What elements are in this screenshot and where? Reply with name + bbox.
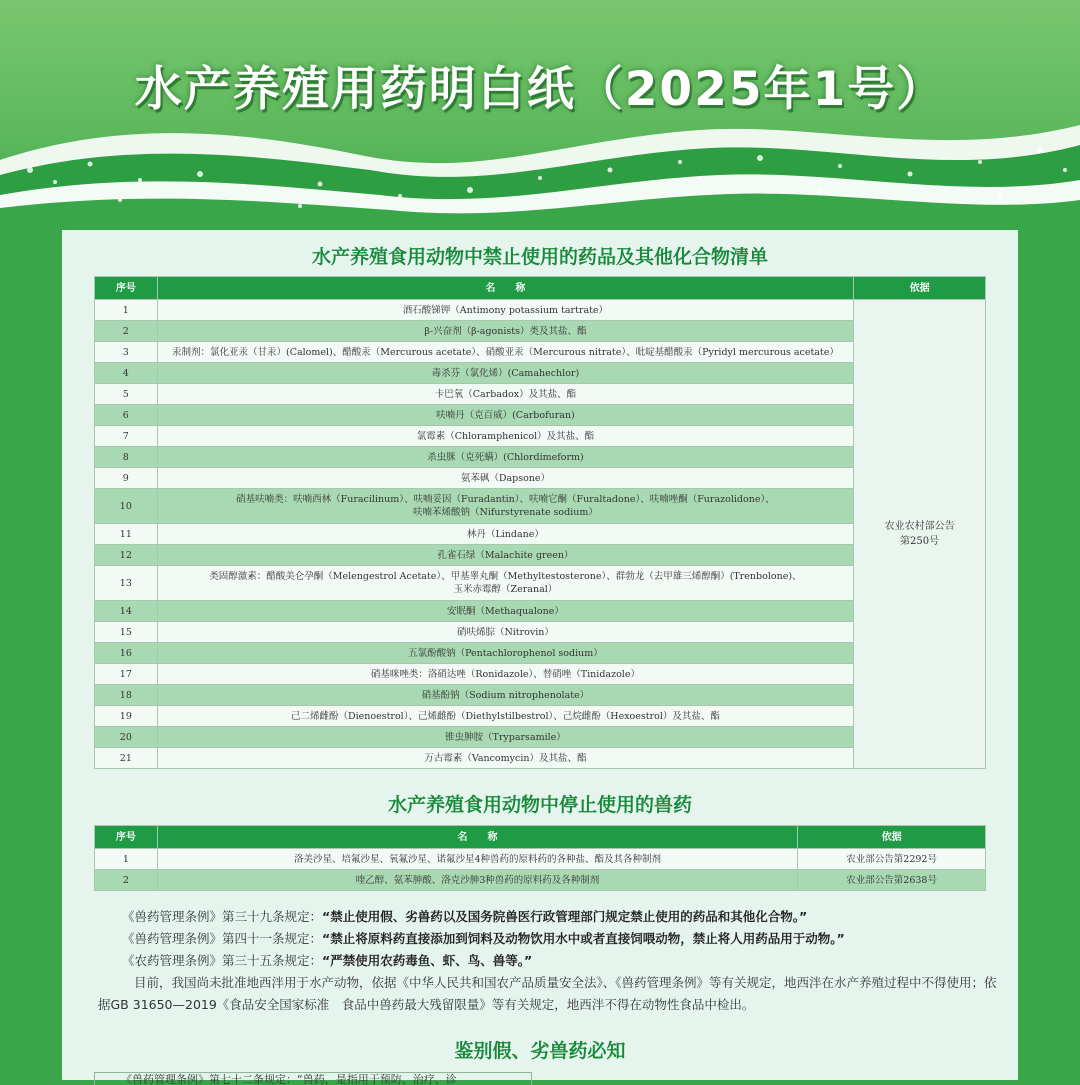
row-number: 5: [95, 384, 158, 405]
drug-name: 毒杀芬（氯化烯）(Camahechlor): [157, 363, 854, 384]
row-number: 20: [95, 727, 158, 748]
note-2-prefix: 《兽药管理条例》第四十一条规定：: [122, 931, 323, 946]
row-number: 9: [95, 468, 158, 489]
drug-name: 万古霉素（Vancomycin）及其盐、酯: [157, 748, 854, 769]
drug-name: β-兴奋剂（β-agonists）类及其盐、酯: [157, 321, 854, 342]
section3-partial-text: 《兽药管理条例》第七十二条规定：“兽药，是指用于预防、治疗、诊: [121, 1073, 457, 1085]
note-4: 目前，我国尚未批准地西泮用于水产动物，依据《中华人民共和国农产品质量安全法》、《兽药管理条例》等有关规定，地西泮在水产养殖过程中不得使用；依据GB 31650—2019《食品安全国家标准 食品中兽药最大残留限量》等有关规定，地西泮不得在动物性食品中检出。: [98, 975, 997, 1012]
row-number: 1: [95, 849, 158, 870]
col-header-name: 名 称: [157, 277, 854, 300]
table-row: [95, 300, 986, 321]
table-row: [95, 643, 986, 664]
drug-name: 孔雀石绿（Malachite green）: [157, 545, 854, 566]
row-number: 3: [95, 342, 158, 363]
regulation-notes: [98, 906, 998, 1016]
table-row: [95, 849, 986, 870]
content-panel: [62, 230, 1018, 1085]
basis-cell: 农业部公告第2292号: [798, 849, 986, 870]
note-1-prefix: 《兽药管理条例》第三十九条规定：: [122, 909, 323, 924]
row-number: 16: [95, 643, 158, 664]
stopped-drugs-table: [94, 825, 986, 891]
col-header-no: 序号: [95, 826, 158, 849]
table-row: [95, 727, 986, 748]
basis-cell: 农业农村部公告 第250号: [854, 300, 986, 769]
table-row: [95, 545, 986, 566]
row-number: 8: [95, 447, 158, 468]
drug-name: 酒石酸锑钾（Antimony potassium tartrate）: [157, 300, 854, 321]
drug-name: 喹乙醇、氨苯胂酸、洛克沙胂3种兽药的原料药及各种制剂: [157, 870, 798, 891]
table-row: [95, 748, 986, 769]
drug-name: 杀虫脒（克死螨）(Chlordimeform): [157, 447, 854, 468]
note-3-prefix: 《农药管理条例》第三十五条规定：: [122, 953, 323, 968]
drug-name: 呋喃丹（克百威）(Carbofuran): [157, 405, 854, 426]
drug-name: 氨苯砜（Dapsone）: [157, 468, 854, 489]
row-number: 1: [95, 300, 158, 321]
page-title: 水产养殖用药明白纸（2025年1号）: [134, 62, 946, 117]
drug-name: 硝呋烯腙（Nitrovin）: [157, 622, 854, 643]
row-number: 14: [95, 601, 158, 622]
banned-drugs-table: [94, 276, 986, 769]
table-row: [95, 321, 986, 342]
table-row: [95, 566, 986, 601]
table-row: [95, 405, 986, 426]
note-1-bold: “禁止使用假、劣兽药以及国务院兽医行政管理部门规定禁止使用的药品和其他化合物。”: [322, 909, 808, 924]
table-row: [95, 706, 986, 727]
table-row: [95, 870, 986, 891]
table-row: [95, 664, 986, 685]
row-number: 4: [95, 363, 158, 384]
row-number: 12: [95, 545, 158, 566]
drug-name: 安眠酮（Methaqualone）: [157, 601, 854, 622]
note-2: [98, 928, 998, 950]
drug-name: 五氯酚酸钠（Pentachlorophenol sodium）: [157, 643, 854, 664]
row-number: 2: [95, 321, 158, 342]
col-header-basis: 依据: [854, 277, 986, 300]
table-row: [95, 685, 986, 706]
basis-cell: 农业部公告第2638号: [798, 870, 986, 891]
note-2-bold: “禁止将原料药直接添加到饲料及动物饮用水中或者直接饲喂动物，禁止将人用药品用于动物。”: [322, 931, 845, 946]
row-number: 7: [95, 426, 158, 447]
row-number: 15: [95, 622, 158, 643]
row-number: 11: [95, 524, 158, 545]
section3-title: 鉴别假、劣兽药必知: [454, 1040, 626, 1062]
drug-name: 己二烯雌酚（Dienoestrol）、己烯雌酚（Diethylstilbestrol）、己烷雌酚（Hexoestrol）及其盐、酯: [157, 706, 854, 727]
table-row: [95, 426, 986, 447]
col-header-basis: 依据: [798, 826, 986, 849]
note-3: [98, 950, 998, 972]
drug-name: 锥虫胂胺（Tryparsamile）: [157, 727, 854, 748]
table-row: [95, 447, 986, 468]
drug-name: 硝基呋喃类：呋喃西林（Furacilinum）、呋喃妥因（Furadantin）、呋喃它酮（Furaltadone）、呋喃唑酮（Furazolidone）、 呋喃苯烯酸钠（Nifurstyrenate sodium）: [157, 489, 854, 524]
table-row: [95, 363, 986, 384]
row-number: 6: [95, 405, 158, 426]
row-number: 21: [95, 748, 158, 769]
drug-name: 汞制剂：氯化亚汞（甘汞）(Calomel)、醋酸汞（Mercurous acetate）、硝酸亚汞（Mercurous nitrate）、吡啶基醋酸汞（Pyridyl mercurous acetate）: [157, 342, 854, 363]
table-row: [95, 384, 986, 405]
table-row: [95, 622, 986, 643]
table1-title: 水产养殖食用动物中禁止使用的药品及其他化合物清单: [311, 246, 768, 268]
section3-box: [94, 1072, 532, 1085]
col-header-name: 名 称: [157, 826, 798, 849]
table-row: [95, 342, 986, 363]
drug-name: 硝基酚钠（Sodium nitrophenolate）: [157, 685, 854, 706]
row-number: 2: [95, 870, 158, 891]
row-number: 10: [95, 489, 158, 524]
col-header-no: 序号: [95, 277, 158, 300]
drug-name: 洛美沙星、培氟沙星、氧氟沙星、诺氟沙星4种兽药的原料药的各种盐、酯及其各种制剂: [157, 849, 798, 870]
row-number: 19: [95, 706, 158, 727]
row-number: 17: [95, 664, 158, 685]
table-row: [95, 601, 986, 622]
row-number: 18: [95, 685, 158, 706]
table-row: [95, 468, 986, 489]
table-row: [95, 489, 986, 524]
row-number: 13: [95, 566, 158, 601]
note-3-bold: “严禁使用农药毒鱼、虾、鸟、兽等。”: [322, 953, 533, 968]
drug-name: 硝基咪唑类：洛硝达唑（Ronidazole）、替硝唑（Tinidazole）: [157, 664, 854, 685]
drug-name: 类固醇激素：醋酸美仑孕酮（Melengestrol Acetate）、甲基睾丸酮（Methyltestosterone）、群勃龙（去甲雄三烯醇酮）(Trenbolone)、 玉米赤霉醇（Zeranal）: [157, 566, 854, 601]
drug-name: 卡巴氧（Carbadox）及其盐、酯: [157, 384, 854, 405]
drug-name: 氯霉素（Chloramphenicol）及其盐、酯: [157, 426, 854, 447]
table2-title: 水产养殖食用动物中停止使用的兽药: [387, 794, 692, 816]
wave-decoration: [0, 100, 1080, 230]
table-row: [95, 524, 986, 545]
drug-name: 林丹（Lindane）: [157, 524, 854, 545]
note-1: [98, 906, 998, 928]
